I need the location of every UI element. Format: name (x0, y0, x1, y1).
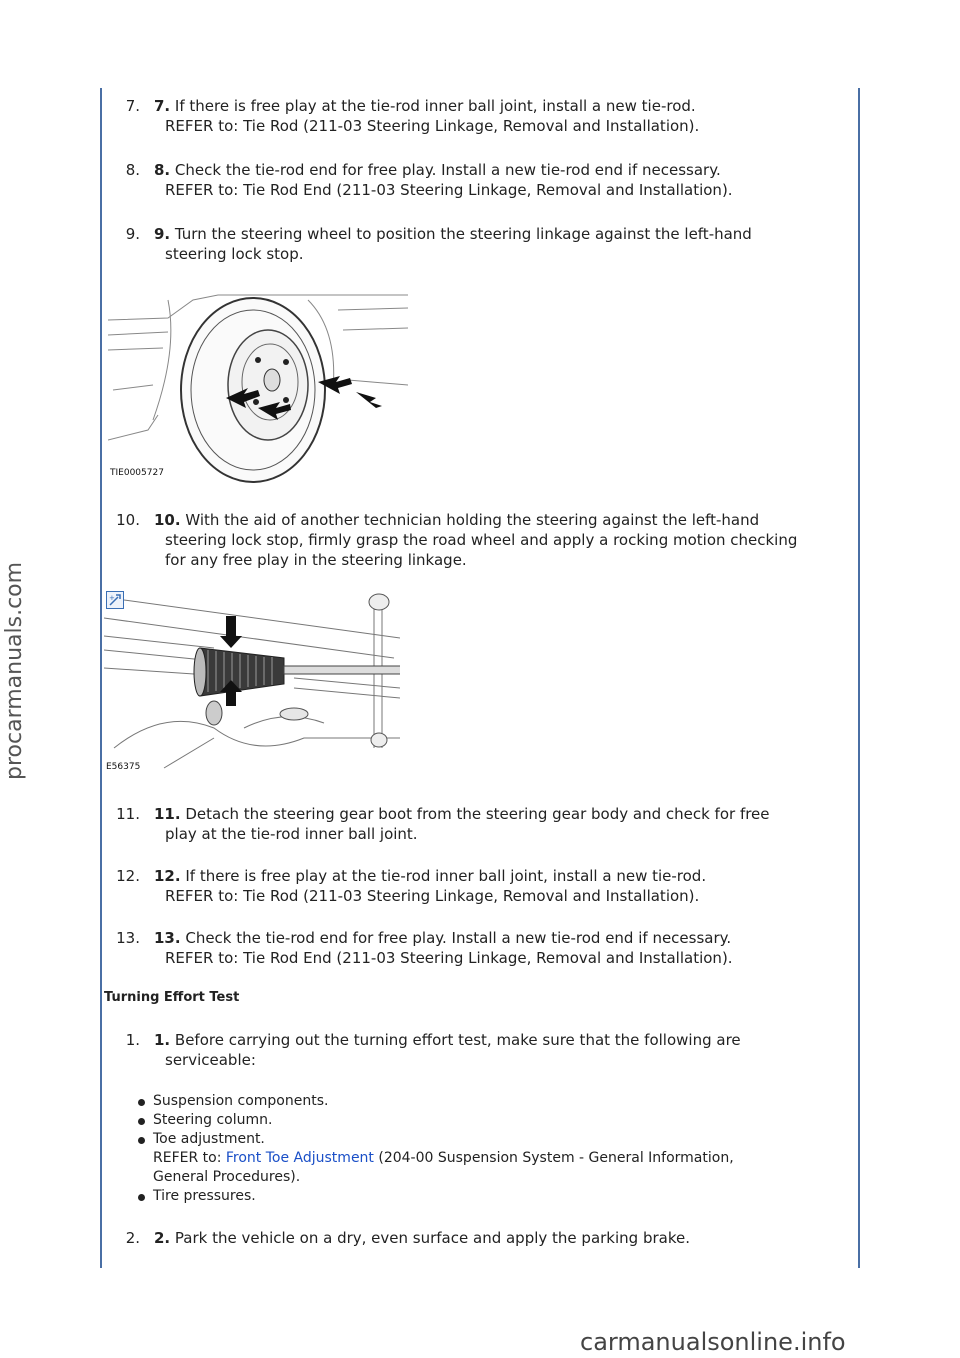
reference-suffix: (204-00 Suspension System - General Information, (373, 1150, 734, 1166)
step-reference: REFER to: Tie Rod End (211-03 Steering Linkage, Removal and Installation). (165, 949, 733, 967)
step-number: 10. (116, 511, 140, 529)
step-bold-number: 1. (154, 1031, 171, 1049)
boot-figure-svg (104, 588, 400, 774)
section-heading: Turning Effort Test (104, 990, 240, 1005)
step-bold-number: 10. (154, 511, 181, 529)
steering-gear-boot-illustration (104, 588, 400, 774)
step-number: 7. (125, 97, 140, 115)
zoom-icon[interactable] (106, 591, 124, 609)
serviceable-list (136, 1092, 836, 1206)
wheel-rocking-illustration (108, 290, 408, 485)
step-number: 2. (125, 1229, 140, 1247)
left-margin-rule (100, 88, 102, 1268)
step-text-continued: steering lock stop, firmly grasp the road wheel and apply a rocking motion checking (165, 531, 798, 549)
step-text: With the aid of another technician holding the steering against the left-hand (180, 511, 760, 529)
list-item: Steering column. (136, 1111, 836, 1130)
step-text: Park the vehicle on a dry, even surface and apply the parking brake. (170, 1229, 690, 1247)
step-text-continued: play at the tie-rod inner ball joint. (165, 825, 418, 843)
step-text-continued: serviceable: (165, 1051, 256, 1069)
front-toe-adjustment-link[interactable]: Front Toe Adjustment (225, 1150, 374, 1166)
figure-caption: E56375 (106, 762, 141, 772)
step-bold-number: 2. (154, 1229, 171, 1247)
step-bold-number: 7. (154, 97, 171, 115)
svg-text:+: + (109, 594, 115, 602)
step-number: 12. (116, 867, 140, 885)
step-reference: REFER to: Tie Rod (211-03 Steering Linkage, Removal and Installation). (165, 117, 700, 135)
list-item: Toe adjustment. REFER to: Front Toe Adjustment (204-00 Suspension System - General Information, General Procedures). (136, 1130, 836, 1187)
step-text: If there is free play at the tie-rod inner ball joint, install a new tie-rod. (170, 97, 696, 115)
step-bold-number: 12. (154, 867, 181, 885)
reference-continued: General Procedures). (153, 1169, 301, 1185)
step-bold-number: 9. (154, 225, 171, 243)
footer-watermark: carmanualsonline.info (580, 1328, 846, 1356)
step-number: 1. (125, 1031, 140, 1049)
step-number: 11. (116, 805, 140, 823)
step-text: Check the tie-rod end for free play. Install a new tie-rod end if necessary. (170, 161, 721, 179)
step-bold-number: 8. (154, 161, 171, 179)
step-number: 8. (125, 161, 140, 179)
side-watermark: procarmanuals.com (2, 561, 27, 780)
step-reference: REFER to: Tie Rod End (211-03 Steering Linkage, Removal and Installation). (165, 181, 733, 199)
list-item: Tire pressures. (136, 1187, 836, 1206)
step-bold-number: 11. (154, 805, 181, 823)
wheel-figure-svg (108, 290, 408, 485)
step-number: 13. (116, 929, 140, 947)
step-bold-number: 13. (154, 929, 181, 947)
step-text: If there is free play at the tie-rod inner ball joint, install a new tie-rod. (180, 867, 707, 885)
step-text: Before carrying out the turning effort test, make sure that the following are (170, 1031, 741, 1049)
right-margin-rule (858, 88, 860, 1268)
step-reference: REFER to: Tie Rod (211-03 Steering Linkage, Removal and Installation). (165, 887, 700, 905)
reference-prefix: REFER to: (153, 1150, 226, 1166)
step-text: Turn the steering wheel to position the steering linkage against the left-hand (170, 225, 752, 243)
list-item: Suspension components. (136, 1092, 836, 1111)
step-text-continued: for any free play in the steering linkage. (165, 551, 467, 569)
step-number: 9. (125, 225, 140, 243)
step-text: Detach the steering gear boot from the steering gear body and check for free (180, 805, 770, 823)
step-text: Check the tie-rod end for free play. Install a new tie-rod end if necessary. (180, 929, 732, 947)
figure-caption: TIE0005727 (110, 468, 164, 478)
step-text-continued: steering lock stop. (165, 245, 304, 263)
